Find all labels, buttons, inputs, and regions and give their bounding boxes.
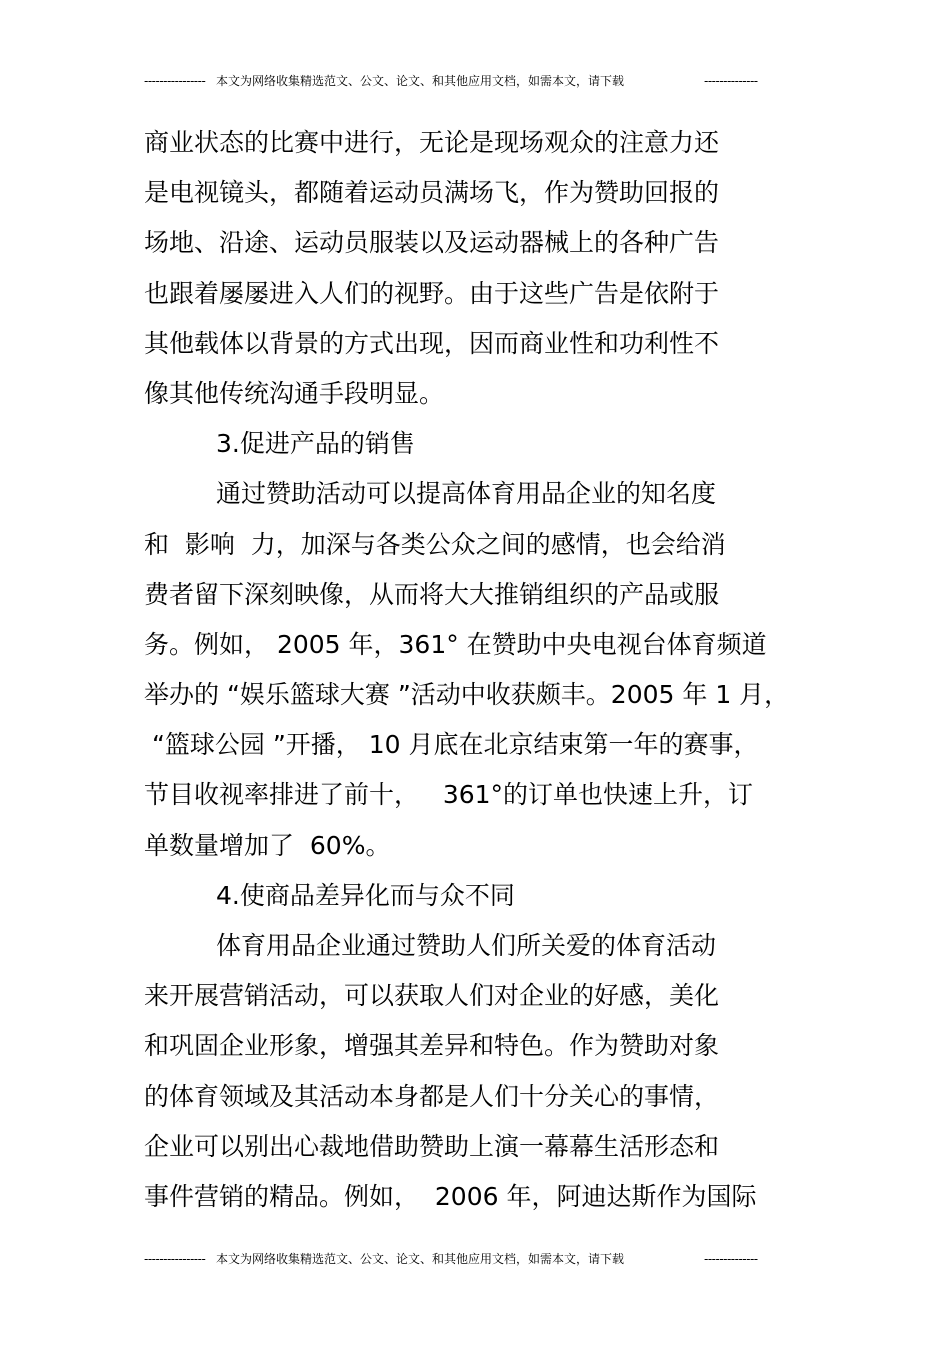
paragraph-line: 其他载体以背景的方式出现，因而商业性和功利性不 <box>144 328 720 358</box>
footer-text: 本文为网络收集精选范文、公文、论文、和其他应用文档，如需本文，请下载 <box>216 1252 625 1266</box>
paragraph-line: 通过赞助活动可以提高体育用品企业的知名度 <box>216 479 717 509</box>
paragraph-line: “篮球公园 ”开播， 10 月底在北京结束第一年的赛事， <box>144 730 759 760</box>
footer-dashes-right: -------------- <box>704 1252 758 1266</box>
paragraph-line: 务。例如， 2005 年，361° 在赞助中央电视台体育频道 <box>144 629 767 659</box>
page-header <box>144 73 766 89</box>
paragraph-line: 和 影响 力，加深与各类公众之间的感情，也会给消 <box>144 529 726 559</box>
paragraph-line: 的体育领域及其活动本身都是人们十分关心的事情， <box>144 1081 720 1111</box>
paragraph-line: 像其他传统沟通手段明显。 <box>144 378 445 408</box>
paragraph-line: 和巩固企业形象，增强其差异和特色。作为赞助对象 <box>144 1031 720 1061</box>
header-dashes-right: -------------- <box>704 74 758 88</box>
paragraph-line: 来开展营销活动，可以获取人们对企业的好感，美化 <box>144 981 720 1011</box>
paragraph-line: 场地、沿途、运动员服装以及运动器械上的各种广告 <box>144 228 720 258</box>
header-text: 本文为网络收集精选范文、公文、论文、和其他应用文档，如需本文，请下载 <box>216 74 625 88</box>
footer-dashes-left: ---------------- <box>144 1252 206 1266</box>
document-body <box>144 118 824 1222</box>
section-heading: 4.使商品差异化而与众不同 <box>216 880 515 910</box>
paragraph-line: 事件营销的精品。例如， 2006 年，阿迪达斯作为国际 <box>144 1181 757 1211</box>
paragraph-line: 举办的 “娱乐篮球大赛 ”活动中收获颇丰。2005 年 1 月， <box>144 680 790 710</box>
paragraph-line: 是电视镜头，都随着运动员满场飞，作为赞助回报的 <box>144 178 720 208</box>
page-footer <box>144 1251 766 1267</box>
paragraph-line: 也跟着屡屡进入人们的视野。由于这些广告是依附于 <box>144 278 720 308</box>
paragraph-line: 商业状态的比赛中进行，无论是现场观众的注意力还 <box>144 128 720 157</box>
paragraph-line: 节目收视率排进了前十， 361°的订单也快速上升，订 <box>144 780 754 810</box>
section-heading: 3.促进产品的销售 <box>216 429 415 459</box>
paragraph-line: 费者留下深刻映像，从而将大大推销组织的产品或服 <box>144 579 720 609</box>
paragraph-line: 单数量增加了 60%。 <box>144 830 391 860</box>
paragraph-line: 体育用品企业通过赞助人们所关爱的体育活动 <box>216 931 717 960</box>
header-dashes-left: ---------------- <box>144 74 206 88</box>
paragraph-line: 企业可以别出心裁地借助赞助上演一幕幕生活形态和 <box>144 1131 720 1161</box>
